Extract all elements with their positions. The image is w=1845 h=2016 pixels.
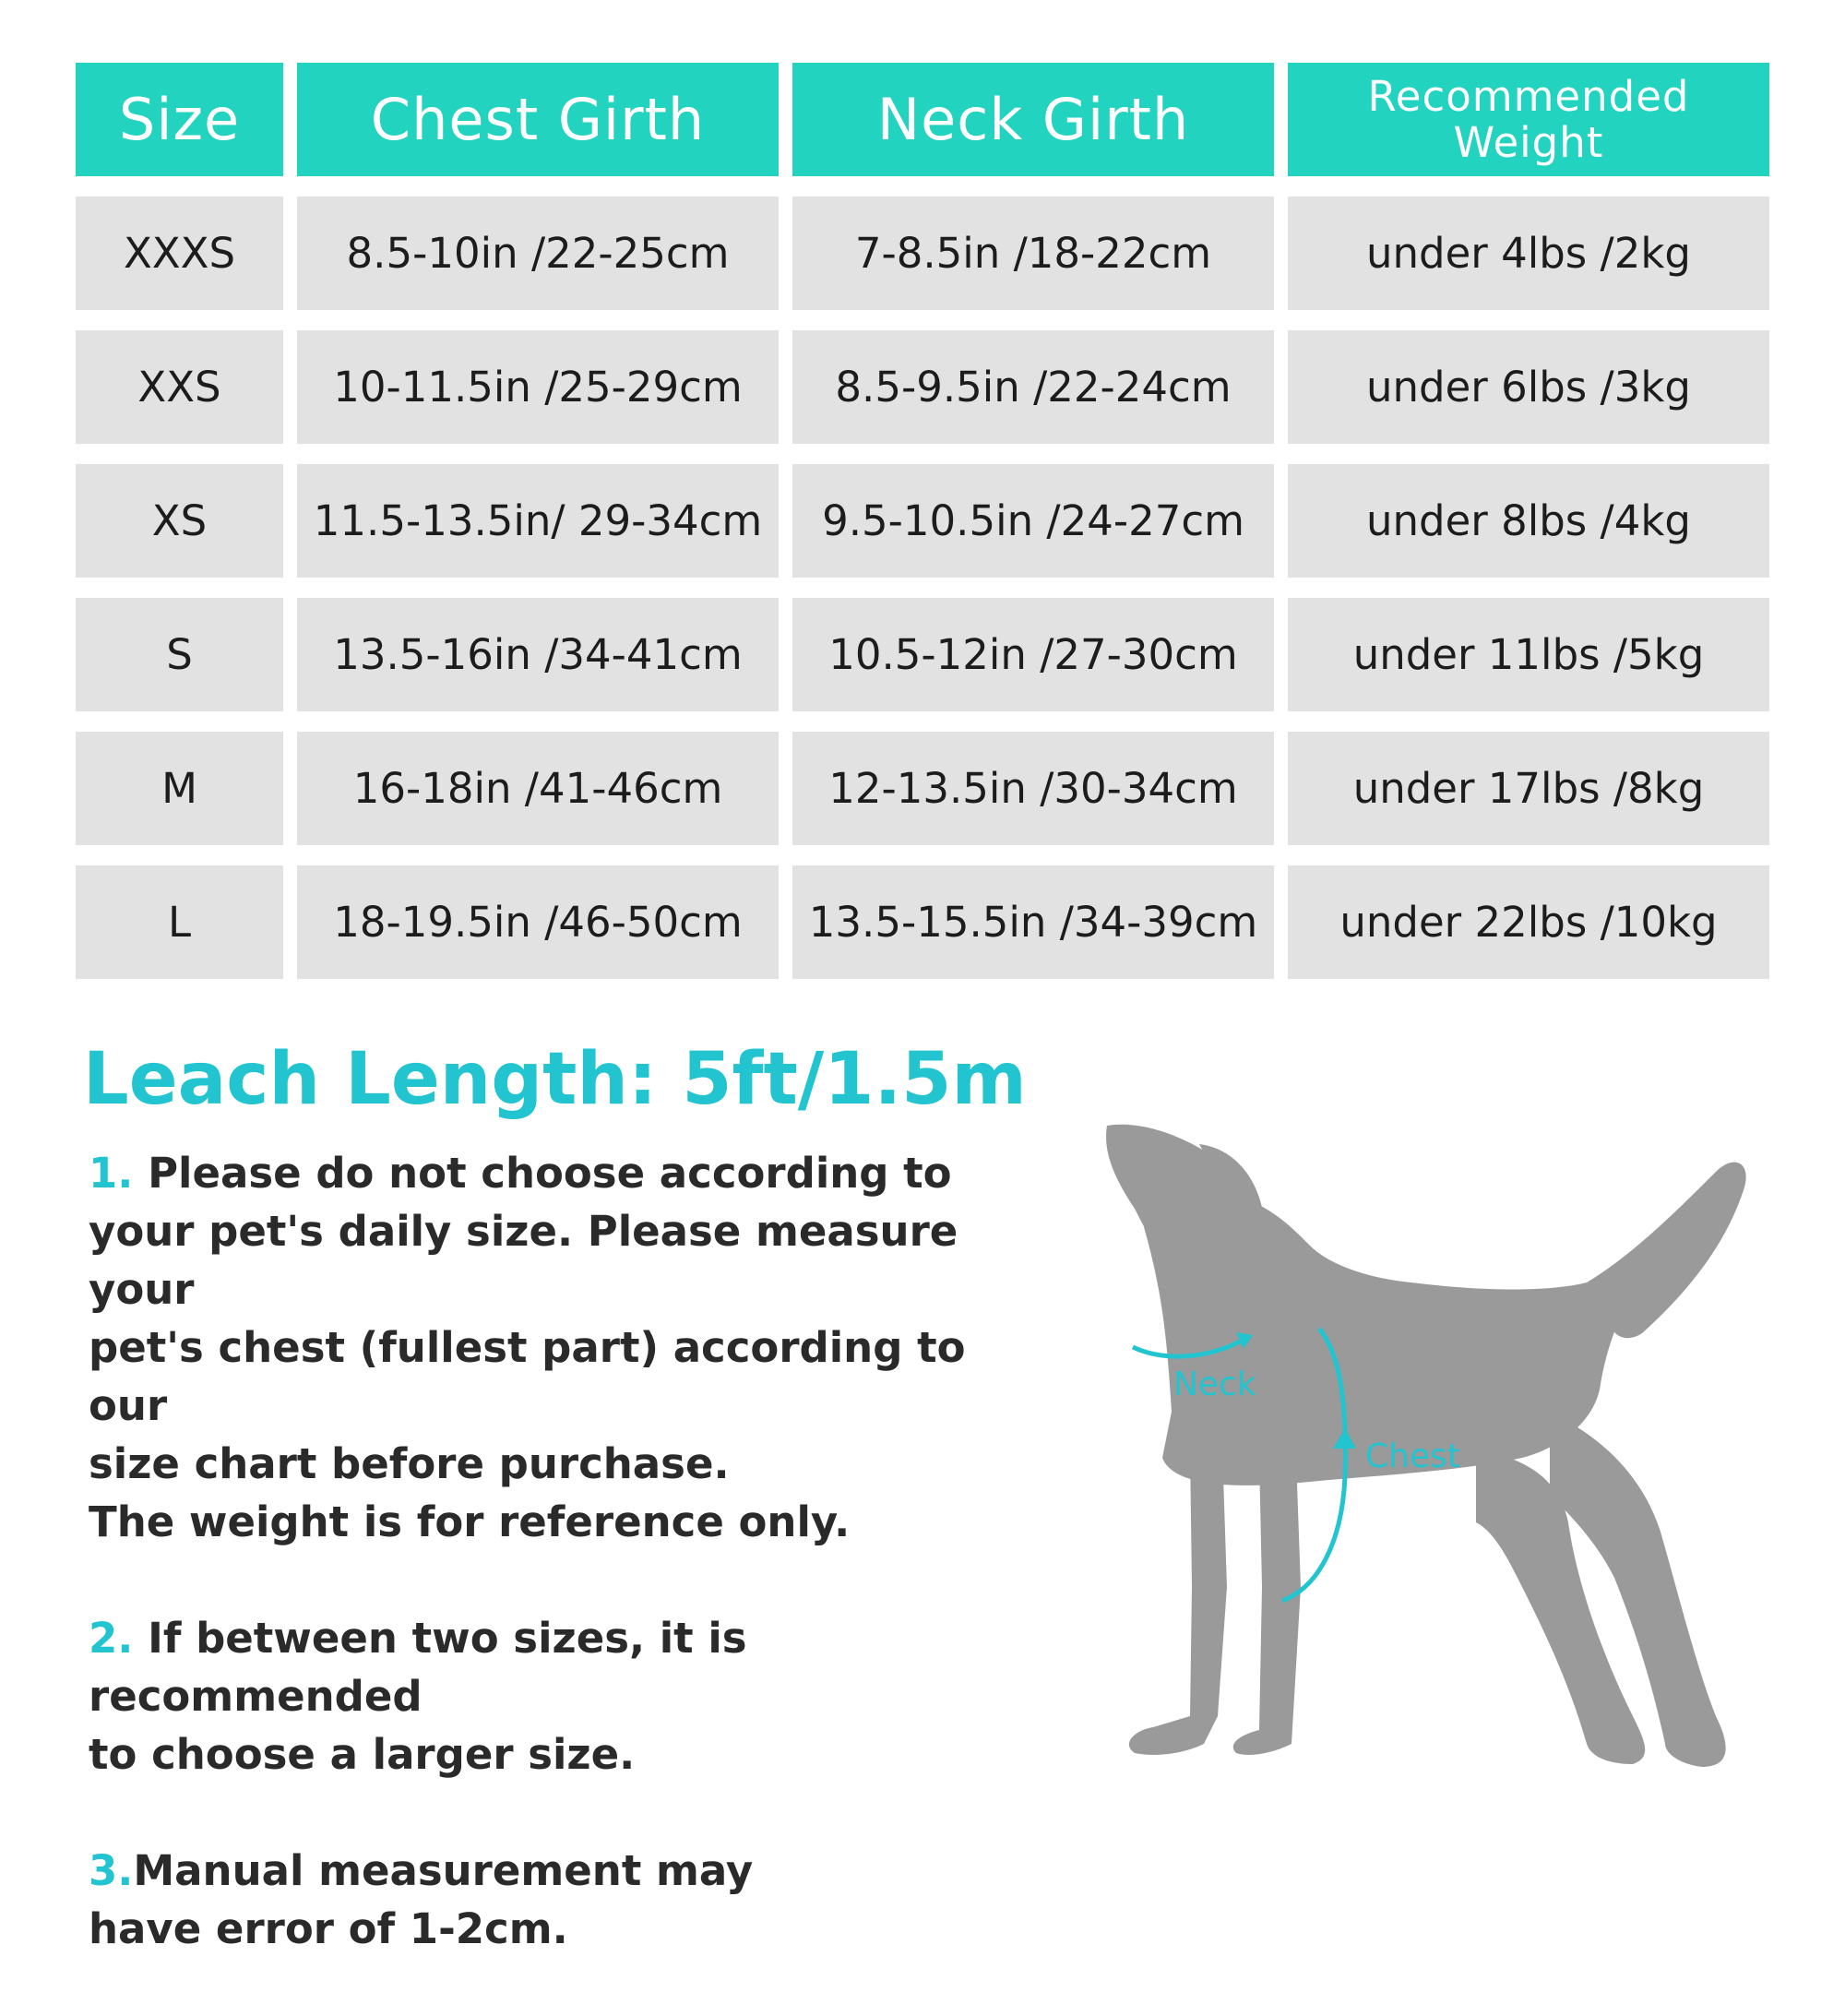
cell-weight: under 11lbs /5kg (1288, 598, 1769, 711)
cell-weight: under 22lbs /10kg (1288, 865, 1769, 979)
cell-size: XXS (76, 330, 283, 444)
note-line: pet's chest (fullest part) according to our (89, 1323, 966, 1430)
note-line: to choose a larger size. (89, 1730, 636, 1779)
cell-neck: 9.5-10.5in /24-27cm (792, 464, 1274, 578)
chest-label: Chest (1365, 1437, 1460, 1475)
cell-weight: under 6lbs /3kg (1288, 330, 1769, 444)
note-number: 3. (89, 1846, 134, 1895)
neck-label: Neck (1173, 1366, 1256, 1403)
note-line: size chart before purchase. (89, 1439, 730, 1488)
note-3 (89, 1842, 1030, 1958)
note-1 (89, 1144, 1030, 1551)
note-line: Please do not choose according to (148, 1149, 952, 1198)
header-chest-girth: Chest Girth (297, 63, 779, 176)
cell-weight: under 4lbs /2kg (1288, 197, 1769, 310)
measurement-notes (89, 1144, 1030, 2016)
note-line: have error of 1-2cm. (89, 1904, 568, 1953)
header-neck-girth: Neck Girth (792, 63, 1274, 176)
header-size: Size (76, 63, 283, 176)
dog-measurement-diagram (1089, 1107, 1753, 1790)
note-line: your pet's daily size. Please measure your (89, 1207, 958, 1314)
header-recommended-weight: Recommended Weight (1288, 63, 1769, 176)
size-chart-table (76, 63, 1769, 979)
note-2 (89, 1609, 1030, 1783)
note-number: 1. (89, 1149, 134, 1198)
cell-size: S (76, 598, 283, 711)
cell-size: L (76, 865, 283, 979)
cell-weight: under 8lbs /4kg (1288, 464, 1769, 578)
note-number: 2. (89, 1614, 134, 1663)
cell-chest: 10-11.5in /25-29cm (297, 330, 779, 444)
leash-length-heading: Leach Length: 5ft/1.5m (83, 1038, 1027, 1121)
cell-chest: 18-19.5in /46-50cm (297, 865, 779, 979)
cell-chest: 8.5-10in /22-25cm (297, 197, 779, 310)
cell-chest: 13.5-16in /34-41cm (297, 598, 779, 711)
cell-neck: 13.5-15.5in /34-39cm (792, 865, 1274, 979)
cell-neck: 10.5-12in /27-30cm (792, 598, 1274, 711)
cell-neck: 12-13.5in /30-34cm (792, 732, 1274, 845)
cell-chest: 11.5-13.5in/ 29-34cm (297, 464, 779, 578)
note-line: Manual measurement may (133, 1846, 754, 1895)
cell-chest: 16-18in /41-46cm (297, 732, 779, 845)
cell-neck: 7-8.5in /18-22cm (792, 197, 1274, 310)
cell-size: M (76, 732, 283, 845)
note-line: If between two sizes, it is recommended (89, 1614, 747, 1721)
cell-weight: under 17lbs /8kg (1288, 732, 1769, 845)
cell-size: XXXS (76, 197, 283, 310)
cell-neck: 8.5-9.5in /22-24cm (792, 330, 1274, 444)
note-line: The weight is for reference only. (89, 1497, 851, 1546)
cell-size: XS (76, 464, 283, 578)
